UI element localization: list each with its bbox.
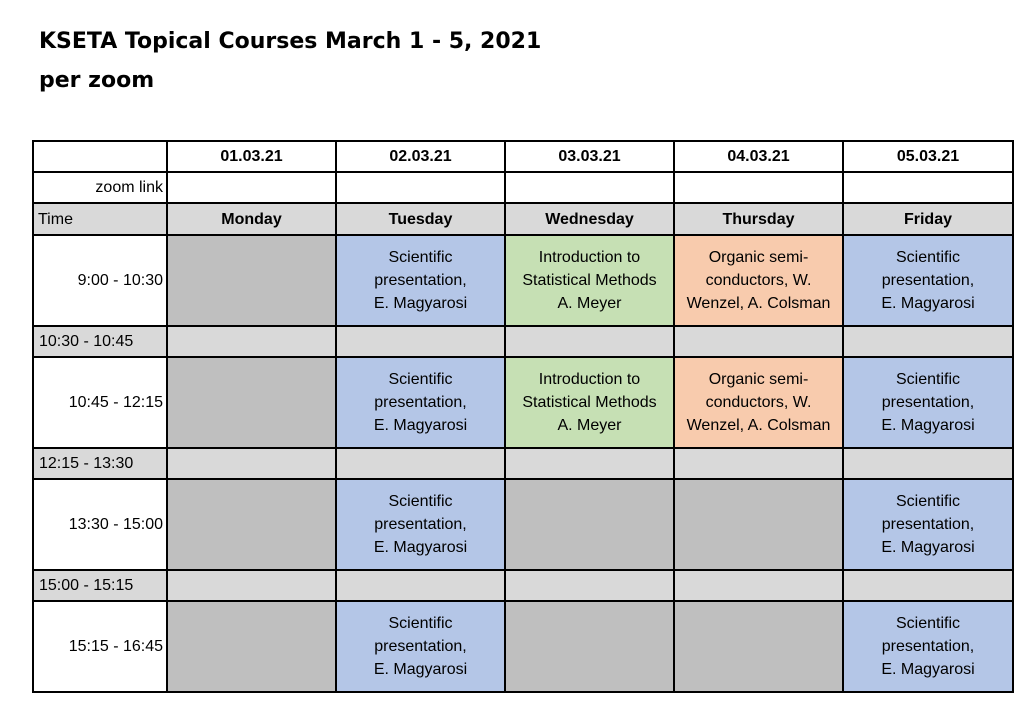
time-slot: 13:30 - 15:00 (33, 479, 167, 570)
break-cell (336, 570, 505, 601)
session-line: E. Magyarosi (881, 539, 975, 556)
zoom-link-monday[interactable] (167, 172, 336, 203)
break-row (33, 570, 1013, 601)
time-slot: 15:00 - 15:15 (33, 570, 167, 601)
break-cell (843, 448, 1013, 479)
empty-cell (674, 479, 843, 570)
time-slot: 15:15 - 16:45 (33, 601, 167, 692)
session-line: E. Magyarosi (881, 661, 975, 678)
day-thursday: Thursday (674, 203, 843, 235)
day-friday: Friday (843, 203, 1013, 235)
break-cell (843, 570, 1013, 601)
session-line: A. Meyer (557, 417, 622, 434)
break-cell (505, 570, 674, 601)
zoom-link-friday[interactable] (843, 172, 1013, 203)
break-cell (674, 570, 843, 601)
session-line: Scientific (388, 493, 453, 510)
session-line: Statistical Methods (522, 272, 657, 289)
session-line: Scientific (895, 493, 961, 510)
break-cell (505, 448, 674, 479)
page-subtitle: per zoom (39, 68, 155, 93)
zoom-link-thursday[interactable] (674, 172, 843, 203)
page-title: KSETA Topical Courses March 1 - 5, 2021 (39, 29, 542, 54)
session-line: Scientific (388, 249, 453, 266)
slot-row (33, 601, 1013, 692)
session-line: Introduction to (538, 249, 641, 266)
session-line: E. Magyarosi (373, 417, 468, 434)
time-slot: 9:00 - 10:30 (33, 235, 167, 326)
session-line: Organic semi- (708, 249, 809, 266)
session-line: presentation, (881, 516, 975, 533)
date-friday: 05.03.21 (843, 141, 1013, 172)
schedule-table (32, 140, 1014, 693)
break-cell (843, 326, 1013, 357)
date-monday: 01.03.21 (167, 141, 336, 172)
slot-row (33, 235, 1013, 326)
zoom-link-label: zoom link (33, 172, 167, 203)
session-line: E. Magyarosi (373, 539, 468, 556)
session-line: E. Magyarosi (373, 295, 468, 312)
session-organic-semiconductors[interactable] (674, 357, 843, 448)
time-slot: 10:45 - 12:15 (33, 357, 167, 448)
session-line: Scientific (895, 615, 961, 632)
date-row (33, 141, 1013, 172)
session-statistical-methods[interactable] (505, 235, 674, 326)
empty-cell (674, 601, 843, 692)
zoom-row (33, 172, 1013, 203)
empty-cell (167, 357, 336, 448)
empty-cell (505, 479, 674, 570)
session-line: A. Meyer (557, 295, 622, 312)
day-wednesday: Wednesday (505, 203, 674, 235)
session-line: presentation, (374, 516, 467, 533)
session-scientific-presentation[interactable] (336, 601, 505, 692)
corner-cell (33, 141, 167, 172)
session-statistical-methods[interactable] (505, 357, 674, 448)
date-tuesday: 02.03.21 (336, 141, 505, 172)
break-cell (167, 448, 336, 479)
zoom-link-wednesday[interactable] (505, 172, 674, 203)
day-monday: Monday (167, 203, 336, 235)
empty-cell (167, 601, 336, 692)
empty-cell (167, 479, 336, 570)
break-cell (167, 326, 336, 357)
session-line: presentation, (374, 272, 467, 289)
time-slot: 10:30 - 10:45 (33, 326, 167, 357)
session-scientific-presentation[interactable] (336, 479, 505, 570)
session-line: presentation, (881, 272, 975, 289)
break-row (33, 448, 1013, 479)
slot-row (33, 357, 1013, 448)
session-line: presentation, (374, 394, 467, 411)
session-scientific-presentation[interactable] (843, 601, 1013, 692)
session-line: E. Magyarosi (881, 417, 975, 434)
break-cell (674, 448, 843, 479)
session-line: presentation, (881, 394, 975, 411)
break-cell (336, 448, 505, 479)
session-scientific-presentation[interactable] (843, 235, 1013, 326)
zoom-link-tuesday[interactable] (336, 172, 505, 203)
session-line: Introduction to (538, 371, 641, 388)
session-line: conductors, W. (705, 272, 812, 289)
date-thursday: 04.03.21 (674, 141, 843, 172)
session-line: Scientific (388, 371, 453, 388)
break-row (33, 326, 1013, 357)
slot-row (33, 479, 1013, 570)
empty-cell (167, 235, 336, 326)
break-cell (336, 326, 505, 357)
time-slot: 12:15 - 13:30 (33, 448, 167, 479)
session-scientific-presentation[interactable] (843, 479, 1013, 570)
session-scientific-presentation[interactable] (336, 357, 505, 448)
session-line: Wenzel, A. Colsman (686, 295, 831, 312)
day-tuesday: Tuesday (336, 203, 505, 235)
empty-cell (505, 601, 674, 692)
session-line: E. Magyarosi (373, 661, 468, 678)
session-line: Scientific (388, 615, 453, 632)
day-row (33, 203, 1013, 235)
session-line: Scientific (895, 371, 961, 388)
session-scientific-presentation[interactable] (843, 357, 1013, 448)
session-line: Scientific (895, 249, 961, 266)
session-line: presentation, (881, 638, 975, 655)
session-organic-semiconductors[interactable] (674, 235, 843, 326)
break-cell (674, 326, 843, 357)
time-header: Time (33, 203, 167, 235)
session-line: conductors, W. (705, 394, 812, 411)
break-cell (167, 570, 336, 601)
session-line: Organic semi- (708, 371, 809, 388)
date-wednesday: 03.03.21 (505, 141, 674, 172)
session-line: Wenzel, A. Colsman (686, 417, 831, 434)
session-scientific-presentation[interactable] (336, 235, 505, 326)
session-line: Statistical Methods (522, 394, 657, 411)
session-line: E. Magyarosi (881, 295, 975, 312)
session-line: presentation, (374, 638, 467, 655)
break-cell (505, 326, 674, 357)
